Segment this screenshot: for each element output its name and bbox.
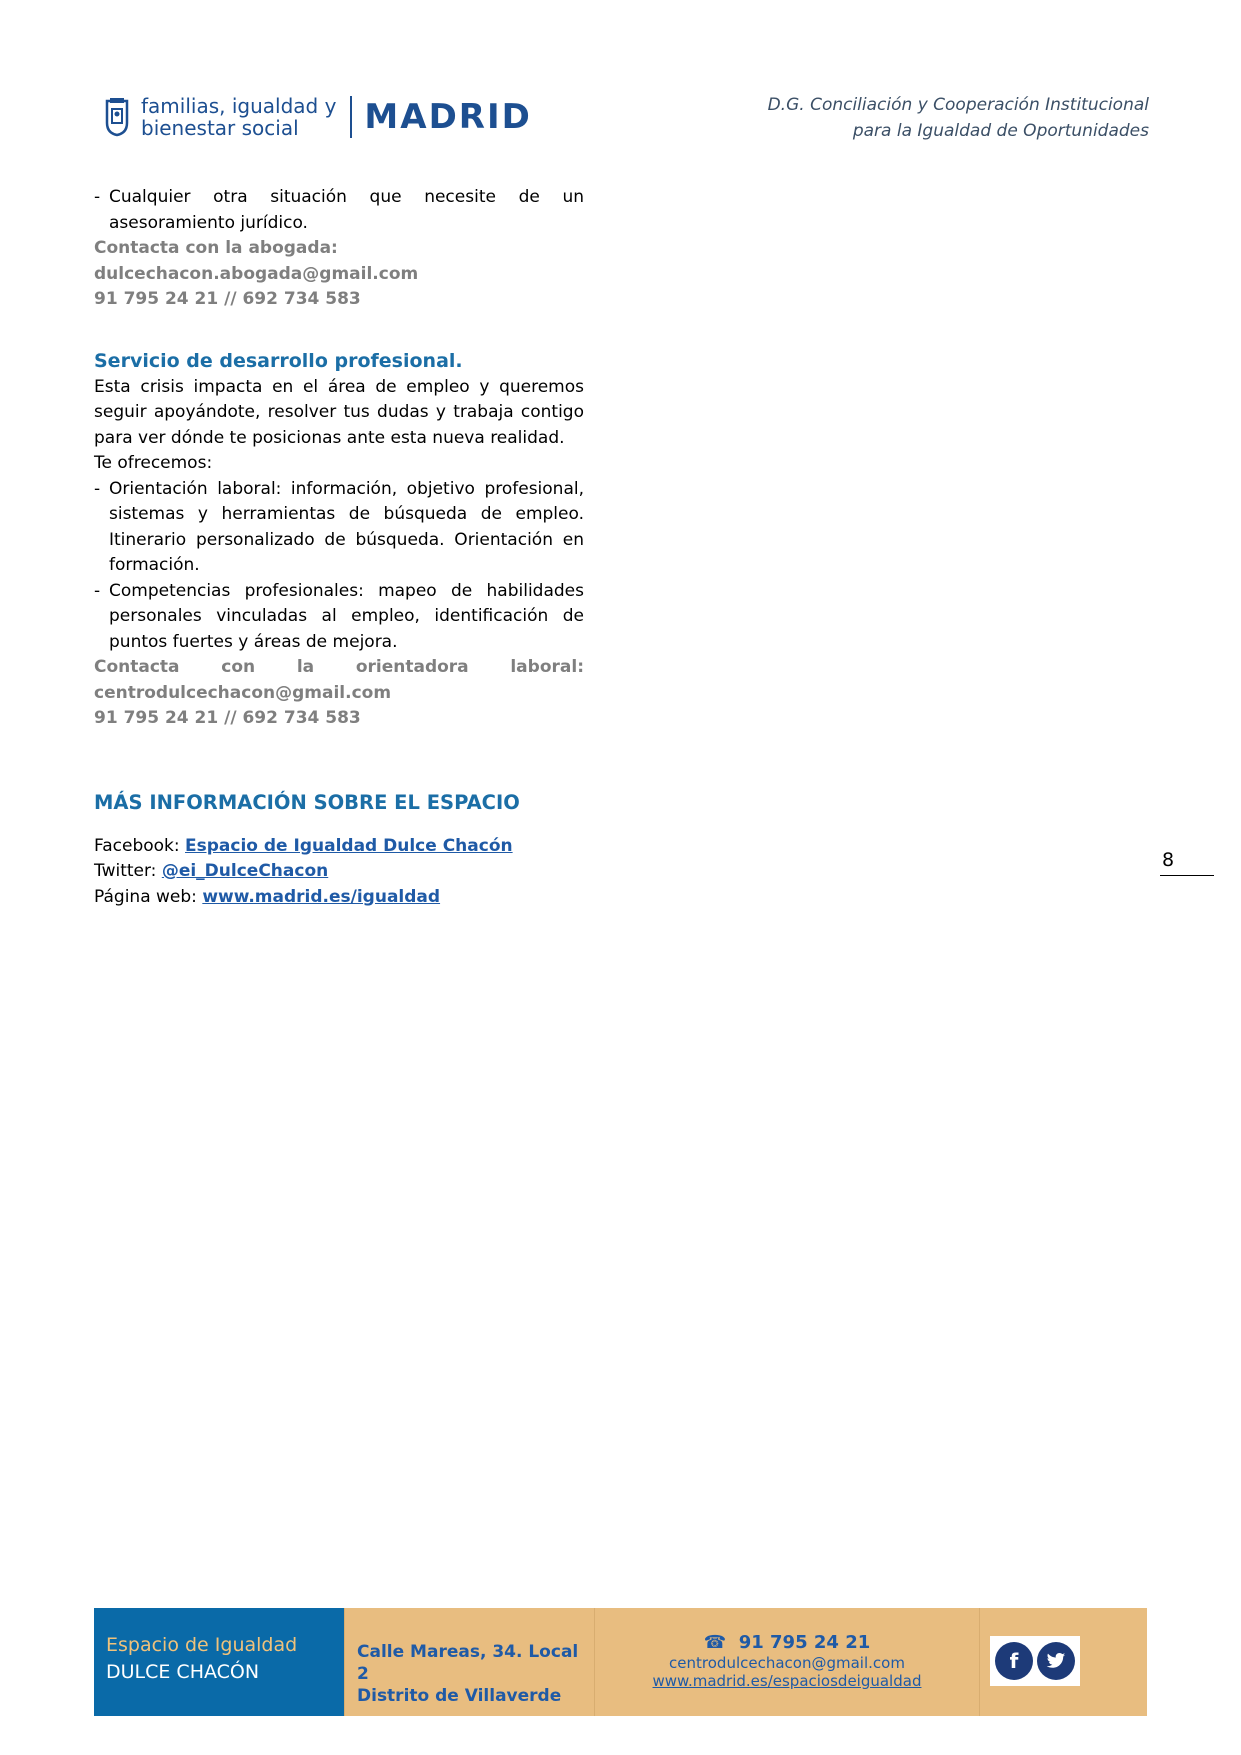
- legal-contact-phones: 91 795 24 21 // 692 734 583: [94, 289, 361, 309]
- logo-subtitle-line2: bienestar social: [141, 116, 299, 140]
- footer-contact-block: [594, 1608, 979, 1716]
- madrid-crest-icon: [103, 97, 131, 137]
- footer-name-line1: Espacio de Igualdad: [106, 1634, 298, 1656]
- twitter-link[interactable]: @ei_DulceChacon: [161, 861, 329, 881]
- website-link[interactable]: www.madrid.es/igualdad: [202, 886, 441, 907]
- footer-phone-number: 91 795 24 21: [738, 1632, 871, 1653]
- facebook-link[interactable]: Espacio de Igualdad Dulce Chacón: [185, 835, 513, 856]
- footer-website[interactable]: www.madrid.es/espaciosdeigualdad: [652, 1672, 922, 1690]
- twitter-bird-glyph: [1046, 1652, 1066, 1670]
- footer-name-line2: DULCE CHACÓN: [106, 1661, 260, 1683]
- legal-contact-label: Contacta con la abogada:: [94, 238, 338, 258]
- professional-intro: Esta crisis impacta en el área de empleo y queremos seguir apoyándote, resolver tus dudas y trabaja contigo para ver dónde te posicionas ante esta nueva realidad.: [94, 376, 584, 448]
- twitter-icon[interactable]: [1037, 1642, 1075, 1680]
- facebook-label: Facebook:: [94, 835, 180, 856]
- professional-contact-label: Contacta con la orientadora laboral:: [94, 657, 584, 677]
- professional-contact-phones: 91 795 24 21 // 692 734 583: [94, 708, 361, 728]
- footer-name-block: [94, 1608, 344, 1716]
- header-department-line2: para la Igualdad de Oportunidades: [852, 121, 1149, 141]
- logo-subtitle: [141, 95, 336, 139]
- header-department: [768, 92, 1149, 144]
- legal-contact-email[interactable]: dulcechacon.abogada@gmail.com: [94, 263, 419, 284]
- professional-list-item: - Competencias profesionales: mapeo de habilidades personales vinculadas al empleo, identificación de puntos fuertes y áreas de mejora.: [94, 579, 584, 656]
- phone-icon: ☎: [703, 1632, 727, 1653]
- page-number: 8: [1160, 847, 1214, 876]
- header-department-line1: D.G. Conciliación y Cooperación Institucional: [767, 95, 1149, 115]
- more-info-section: [94, 790, 584, 910]
- professional-contact-email[interactable]: centrodulcechacon@gmail.com: [94, 682, 392, 703]
- madrid-logo: [103, 94, 532, 140]
- facebook-line: [94, 834, 584, 860]
- footer-address-block: [344, 1608, 594, 1716]
- more-info-title: MÁS INFORMACIÓN SOBRE EL ESPACIO: [94, 791, 520, 814]
- facebook-icon[interactable]: f: [995, 1642, 1033, 1680]
- professional-offer-label: Te ofrecemos:: [94, 453, 213, 473]
- website-line: [94, 885, 584, 911]
- logo-subtitle-line1: familias, igualdad y: [141, 94, 337, 118]
- logo-city-name: MADRID: [364, 97, 532, 137]
- social-icons: [990, 1636, 1080, 1686]
- footer: [94, 1608, 1147, 1716]
- footer-address-line1: Calle Mareas, 34. Local 2: [357, 1642, 579, 1684]
- legal-list-item: - Cualquier otra situación que necesite de un asesoramiento jurídico.: [94, 185, 584, 236]
- twitter-label: Twitter:: [94, 861, 162, 881]
- footer-social-block: [979, 1608, 1147, 1716]
- logo-divider: [350, 96, 352, 138]
- legal-section: [94, 185, 584, 313]
- professional-section-title: Servicio de desarrollo profesional.: [94, 350, 463, 372]
- website-label: Página web:: [94, 886, 203, 907]
- twitter-line: [94, 859, 584, 885]
- professional-section: [94, 349, 584, 732]
- footer-phone: [595, 1632, 979, 1654]
- footer-email[interactable]: centrodulcechacon@gmail.com: [669, 1654, 905, 1672]
- professional-list-item: - Orientación laboral: información, objetivo profesional, sistemas y herramientas de búsqueda de empleo. Itinerario personalizado de búsqueda. Orientación en formación.: [94, 477, 584, 579]
- footer-address-line2: Distrito de Villaverde: [357, 1686, 562, 1706]
